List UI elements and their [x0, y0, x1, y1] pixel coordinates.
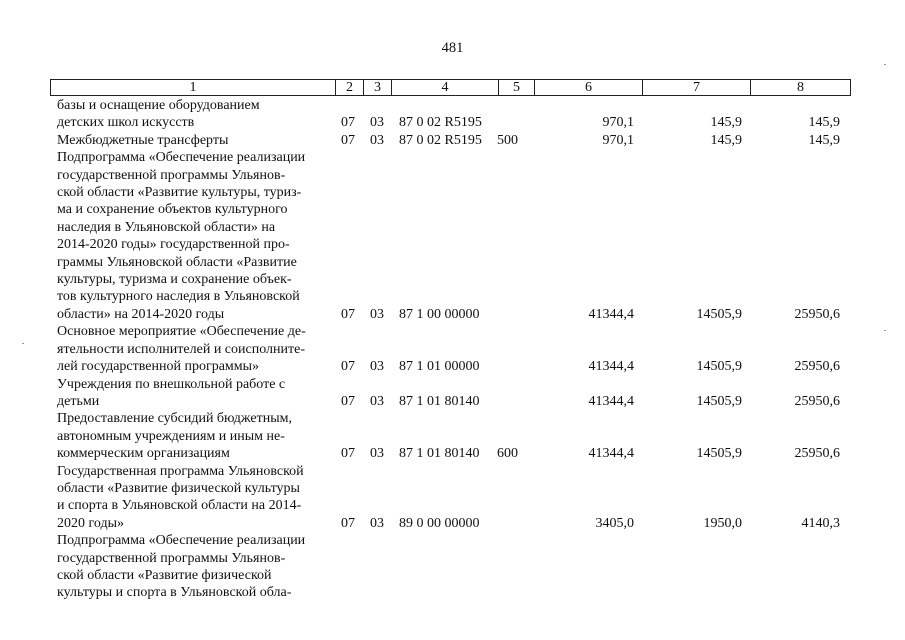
description-line: Межбюджетные трансферты: [57, 132, 229, 148]
scan-speck: [22, 343, 24, 344]
header-col-2: 2: [335, 80, 363, 95]
scan-speck: [884, 64, 886, 65]
cell-c8: 4140,3: [801, 515, 840, 531]
description-line: Государственная программа Ульяновской: [57, 463, 304, 479]
table-row: [0, 532, 905, 602]
cell-c3: 03: [370, 515, 384, 531]
row-values: [0, 393, 905, 410]
description-line: культуры, туризма и сохранение объек-: [57, 272, 292, 288]
cell-c8: 145,9: [808, 132, 840, 148]
cell-c6: 3405,0: [595, 515, 634, 531]
table-row: [0, 149, 905, 323]
page-number: 481: [441, 40, 464, 56]
row-values: [0, 132, 905, 149]
description-line: ма и сохранение объектов культурного: [57, 202, 288, 218]
cell-c2: 07: [341, 515, 355, 531]
cell-c3: 03: [370, 115, 384, 131]
cell-c7: 145,9: [710, 115, 742, 131]
description-line: 2014-2020 годы» государственной про-: [57, 237, 290, 253]
cell-c7: 145,9: [710, 132, 742, 148]
header-col-3: 3: [363, 80, 391, 95]
description-line: коммерческим организациям: [57, 446, 230, 462]
table-row: [0, 410, 905, 462]
header-col-5: 5: [498, 80, 534, 95]
description-line: области» на 2014-2020 годы: [57, 306, 225, 322]
cell-c8: 145,9: [808, 115, 840, 131]
table-row: [0, 97, 905, 132]
cell-c2: 07: [341, 306, 355, 322]
description-line: Подпрограмма «Обеспечение реализации: [57, 150, 306, 166]
description-line: детских школ искусств: [57, 115, 195, 131]
cell-c5: 600: [497, 446, 518, 462]
table-body: [0, 97, 905, 602]
cell-c3: 03: [370, 132, 384, 148]
cell-c2: 07: [341, 115, 355, 131]
description-line: автономным учреждениям и иным не-: [57, 428, 285, 444]
cell-c4: 89 0 00 00000: [399, 515, 480, 531]
cell-c5: 500: [497, 132, 518, 148]
description-line: наследия в Ульяновской области» на: [57, 219, 276, 235]
cell-c6: 41344,4: [588, 393, 634, 409]
cell-c4: 87 0 02 R5195: [399, 115, 482, 131]
cell-c8: 25950,6: [794, 306, 840, 322]
table-row: [0, 463, 905, 533]
cell-c6: 970,1: [602, 115, 634, 131]
description-line: детьми: [57, 393, 100, 409]
row-values: [0, 584, 905, 601]
cell-c2: 07: [341, 446, 355, 462]
description-line: базы и оснащение оборудованием: [57, 98, 260, 113]
cell-c6: 970,1: [602, 132, 634, 148]
row-values: [0, 515, 905, 532]
header-col-6: 6: [534, 80, 642, 95]
cell-c3: 03: [370, 359, 384, 375]
cell-c3: 03: [370, 306, 384, 322]
table-row: [0, 323, 905, 375]
cell-c8: 25950,6: [794, 359, 840, 375]
description-line: ской области «Развитие культуры, туриз-: [57, 185, 302, 201]
cell-c6: 41344,4: [588, 306, 634, 322]
row-description: [57, 149, 329, 323]
cell-c4: 87 1 01 00000: [399, 359, 480, 375]
row-values: [0, 358, 905, 375]
header-col-7: 7: [642, 80, 750, 95]
cell-c4: 87 1 00 00000: [399, 306, 480, 322]
cell-c4: 87 1 01 80140: [399, 393, 480, 409]
cell-c7: 14505,9: [696, 359, 742, 375]
description-line: лей государственной программы»: [57, 359, 260, 375]
table-row: [0, 376, 905, 411]
description-line: Подпрограмма «Обеспечение реализации: [57, 533, 306, 549]
cell-c7: 14505,9: [696, 393, 742, 409]
table-row: [0, 132, 905, 149]
description-line: государственной программы Ульянов-: [57, 167, 286, 183]
cell-c7: 14505,9: [696, 446, 742, 462]
table-header-row: [50, 79, 851, 96]
header-col-4: 4: [391, 80, 498, 95]
description-line: и спорта в Ульяновской области на 2014-: [57, 498, 302, 514]
header-col-8: 8: [750, 80, 850, 95]
cell-c8: 25950,6: [794, 446, 840, 462]
description-line: Предоставление субсидий бюджетным,: [57, 411, 293, 427]
cell-c7: 1950,0: [703, 515, 742, 531]
description-line: ятельности исполнителей и соисполните-: [57, 341, 306, 357]
scan-speck: [884, 330, 886, 331]
cell-c3: 03: [370, 393, 384, 409]
cell-c6: 41344,4: [588, 446, 634, 462]
description-line: Учреждения по внешкольной работе с: [57, 376, 286, 392]
description-line: граммы Ульяновской области «Развитие: [57, 254, 297, 270]
description-line: Основное мероприятие «Обеспечение де-: [57, 324, 306, 340]
description-line: культуры и спорта в Ульяновской обла-: [57, 585, 292, 601]
cell-c4: 87 1 01 80140: [399, 446, 480, 462]
cell-c8: 25950,6: [794, 393, 840, 409]
row-values: [0, 445, 905, 462]
header-col-1: 1: [189, 80, 197, 95]
cell-c2: 07: [341, 359, 355, 375]
cell-c2: 07: [341, 393, 355, 409]
cell-c6: 41344,4: [588, 359, 634, 375]
cell-c4: 87 0 02 R5195: [399, 132, 482, 148]
description-line: государственной программы Ульянов-: [57, 550, 286, 566]
row-values: [0, 306, 905, 323]
cell-c2: 07: [341, 132, 355, 148]
cell-c3: 03: [370, 446, 384, 462]
row-values: [0, 114, 905, 131]
description-line: тов культурного наследия в Ульяновской: [57, 289, 300, 305]
description-line: ской области «Развитие физической: [57, 567, 272, 583]
cell-c7: 14505,9: [696, 306, 742, 322]
description-line: 2020 годы»: [57, 515, 125, 531]
description-line: области «Развитие физической культуры: [57, 480, 300, 496]
